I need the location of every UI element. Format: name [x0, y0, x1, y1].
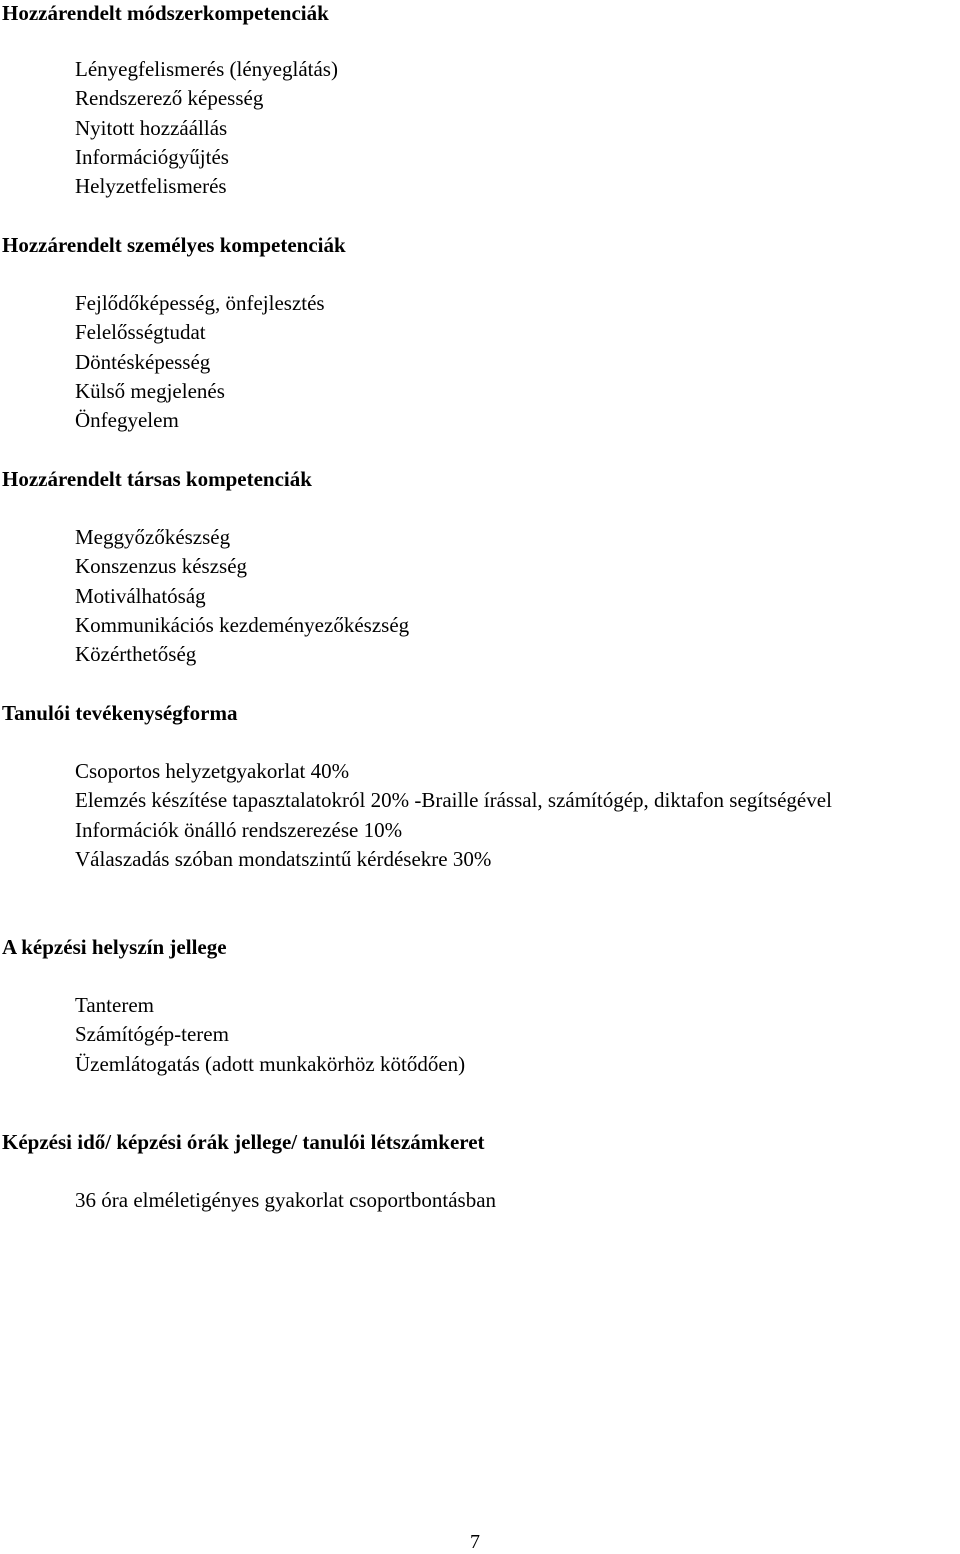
list-item: Önfegyelem [75, 408, 179, 433]
list-item: 36 óra elméletigényes gyakorlat csoportbontásban [75, 1188, 497, 1212]
section-heading-training-location: A képzési helyszín jellege [2, 935, 227, 959]
list-item: Információgyűjtés [75, 144, 229, 169]
learner-activity-list [75, 757, 960, 874]
section-heading-learner-activity: Tanulói tevékenységforma [2, 701, 238, 725]
list-item: Döntésképesség [75, 349, 211, 374]
section-heading-training-time: Képzési idő/ képzési órák jellege/ tanulói létszámkeret [2, 1130, 485, 1154]
section-heading-social-competencies: Hozzárendelt társas kompetenciák [2, 467, 312, 491]
list-item: Lényegfelismerés (lényeglátás) [75, 57, 338, 81]
list-item: Elemzés készítése tapasztalatokról 20% -Braille írással, számítógép, diktafon segítségével [75, 788, 832, 813]
list-item: Információk önálló rendszerezése 10% [75, 817, 403, 842]
list-item: Kommunikációs kezdeményezőkészség [75, 612, 410, 637]
list-item: Csoportos helyzetgyakorlat 40% [75, 759, 350, 783]
social-competencies-list [75, 523, 960, 669]
list-item: Nyitott hozzáállás [75, 115, 228, 140]
list-item: Felelősségtudat [75, 320, 206, 345]
list-item: Tanterem [75, 993, 154, 1017]
list-item: Meggyőzőkészség [75, 525, 231, 549]
list-item: Üzemlátogatás (adott munkakörhöz kötődően) [75, 1051, 466, 1076]
personal-competencies-list [75, 289, 960, 435]
list-item: Külső megjelenés [75, 378, 225, 403]
list-item: Közérthetőség [75, 642, 197, 667]
list-item: Motiválhatóság [75, 583, 206, 608]
section-heading-personal-competencies: Hozzárendelt személyes kompetenciák [2, 233, 346, 257]
list-item: Konszenzus készség [75, 554, 248, 579]
page-number: 7 [470, 1531, 480, 1553]
training-location-list [75, 991, 960, 1079]
training-time-list [75, 1186, 960, 1215]
section-heading-method-competencies: Hozzárendelt módszerkompetenciák [2, 1, 329, 25]
method-competencies-list [75, 55, 960, 201]
list-item: Helyzetfelismerés [75, 174, 227, 199]
list-item: Számítógép-terem [75, 1022, 229, 1047]
list-item: Rendszerező képesség [75, 86, 264, 111]
list-item: Fejlődőképesség, önfejlesztés [75, 291, 325, 315]
list-item: Válaszadás szóban mondatszintű kérdésekre 30% [75, 846, 492, 871]
